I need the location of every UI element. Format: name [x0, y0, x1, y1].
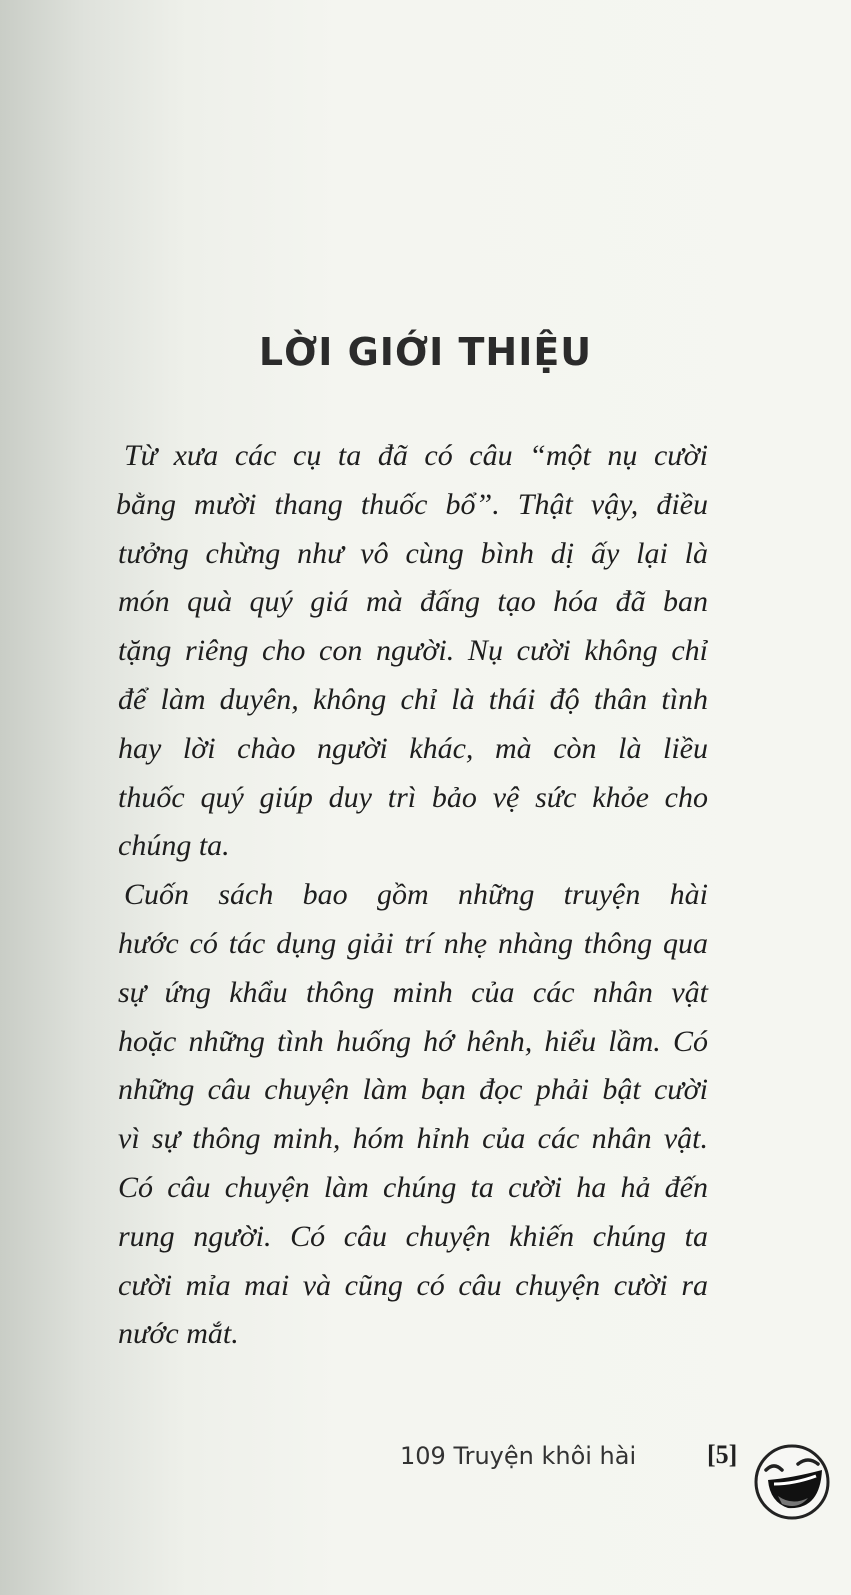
- text-line: cười mỉa mai và cũng có câu chuyện cười ra: [118, 1268, 708, 1302]
- text-line: Cuốn sách bao gồm những truyện hài: [124, 878, 708, 912]
- paragraph-1: [118, 432, 708, 871]
- introduction-text: [118, 432, 708, 1359]
- text-line: chúng ta.: [118, 829, 230, 863]
- text-line: vì sự thông minh, hóm hỉnh của các nhân vật.: [118, 1122, 708, 1156]
- text-line: hoặc những tình huống hớ hênh, hiểu lầm. Có: [118, 1024, 708, 1058]
- text-line: để làm duyên, không chỉ là thái độ thân tình: [118, 682, 708, 716]
- text-line: sự ứng khẩu thông minh của các nhân vật: [118, 975, 708, 1009]
- text-line: Có câu chuyện làm chúng ta cười ha hả đến: [118, 1170, 708, 1204]
- text-line: hay lời chào người khác, mà còn là liều: [118, 731, 708, 765]
- text-line: nước mắt.: [118, 1317, 239, 1351]
- text-line: Từ xưa các cụ ta đã có câu “một nụ cười: [124, 439, 708, 472]
- text-line: món quà quý giá mà đấng tạo hóa đã ban: [118, 585, 708, 619]
- page-number: [5]: [707, 1440, 738, 1469]
- text-line: những câu chuyện làm bạn đọc phải bật cười: [118, 1073, 708, 1107]
- text-line: bằng mười thang thuốc bổ”. Thật vậy, điều: [116, 487, 708, 521]
- paragraph-2: [118, 871, 708, 1359]
- running-footer-title: 109 Truyện khôi hài: [400, 1442, 637, 1470]
- text-line: thuốc quý giúp duy trì bảo vệ sức khỏe cho: [118, 780, 708, 814]
- text-line: rung người. Có câu chuyện khiến chúng ta: [118, 1219, 708, 1253]
- text-line: tặng riêng cho con người. Nụ cười không chỉ: [118, 634, 708, 668]
- text-line: hước có tác dụng giải trí nhẹ nhàng thông qua: [118, 926, 708, 960]
- page-title: LỜI GIỚI THIỆU: [258, 330, 593, 374]
- text-line: tưởng chừng như vô cùng bình dị ấy lại là: [118, 536, 708, 570]
- laughing-face-icon: [752, 1440, 832, 1520]
